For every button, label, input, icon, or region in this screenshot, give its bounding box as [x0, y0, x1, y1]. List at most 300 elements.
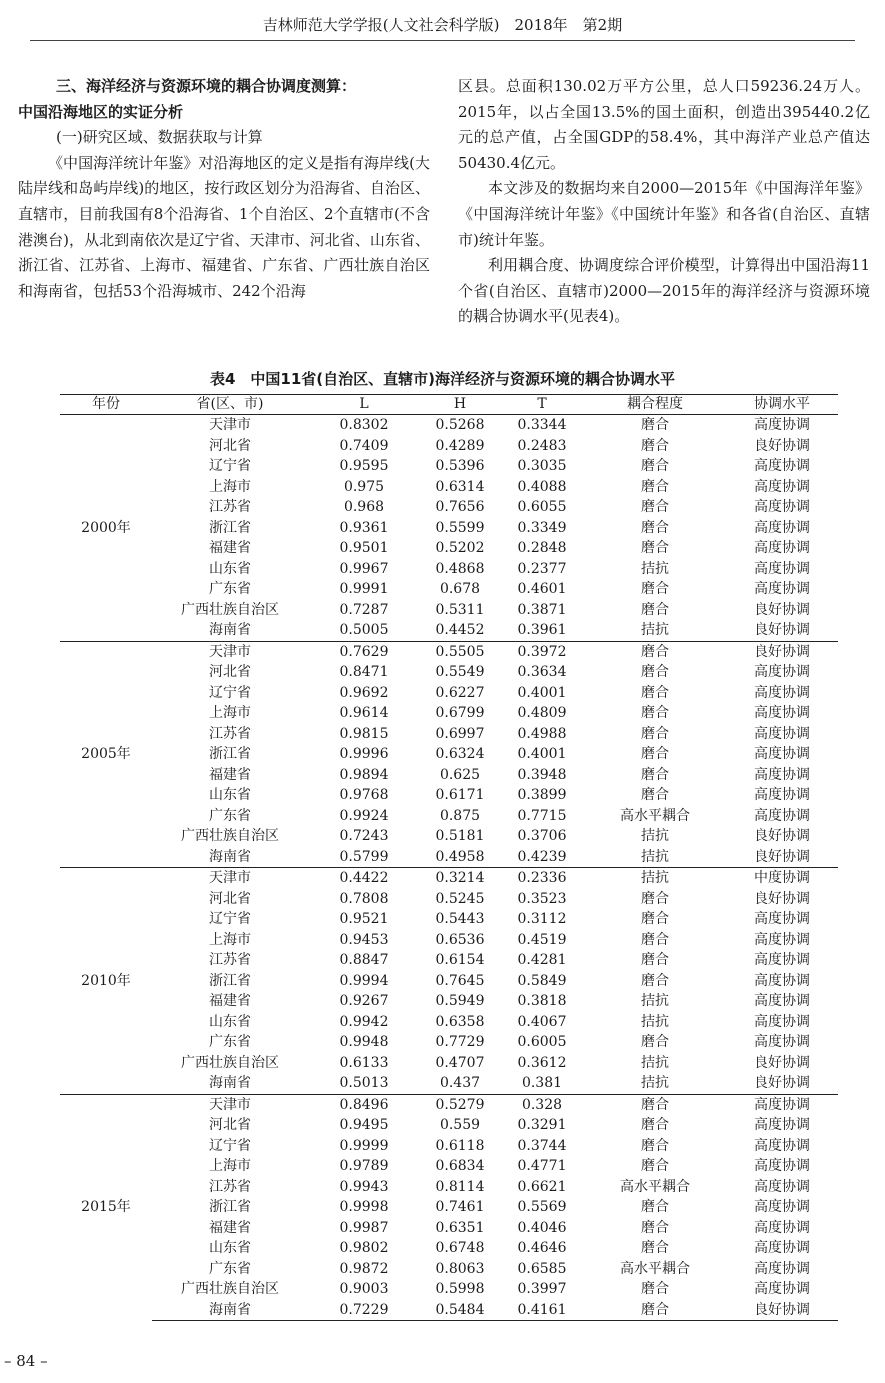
coordination-cell: 高度协调 [754, 664, 810, 680]
coupling-cell: 磨合 [641, 911, 669, 927]
h-cell: 0.6358 [435, 1013, 485, 1030]
province-cell: 浙江省 [209, 519, 251, 536]
h-cell: 0.6799 [435, 705, 485, 721]
l-cell: 0.5799 [339, 848, 389, 865]
province-cell: 山东省 [209, 560, 251, 577]
province-cell: 浙江省 [209, 746, 251, 762]
table-row [60, 847, 838, 868]
l-cell: 0.9999 [339, 1137, 389, 1154]
t-cell: 0.4001 [517, 684, 567, 701]
province-cell: 福建省 [209, 540, 251, 556]
coupling-cell: 磨合 [641, 1137, 669, 1154]
table-row [60, 744, 838, 765]
l-cell: 0.9361 [339, 519, 389, 536]
table-row [60, 1053, 838, 1074]
header-t: T [500, 395, 584, 415]
coupling-cell: 高水平耦合 [620, 1260, 690, 1277]
h-cell: 0.559 [439, 1117, 481, 1133]
coupling-cell: 磨合 [641, 766, 669, 783]
coupling-cell: 磨合 [641, 725, 669, 742]
body-text [18, 74, 868, 364]
l-cell: 0.9453 [339, 931, 389, 948]
coordination-cell: 良好协调 [726, 1300, 838, 1321]
coordination-cell: 高度协调 [754, 1137, 810, 1154]
coupling-cell: 磨合 [641, 1158, 669, 1174]
t-cell: 0.3948 [517, 766, 567, 783]
year-group [60, 641, 838, 868]
province-cell: 上海市 [209, 1158, 251, 1174]
coupling-cell: 磨合 [641, 581, 669, 597]
t-cell: 0.4601 [517, 581, 567, 597]
coupling-cell: 高水平耦合 [620, 807, 690, 824]
l-cell: 0.7409 [339, 437, 389, 454]
l-cell: 0.4422 [308, 868, 420, 889]
table-row [60, 724, 838, 745]
coordination-cell: 高度协调 [754, 560, 810, 577]
table-row [60, 538, 838, 559]
province-cell: 海南省 [209, 622, 251, 638]
coupling-cell: 高水平耦合 [620, 1178, 690, 1195]
l-cell: 0.9789 [339, 1158, 389, 1174]
province-cell: 广东省 [209, 1260, 251, 1277]
coordination-cell: 高度协调 [754, 581, 810, 597]
t-cell: 0.5849 [517, 972, 567, 989]
right-paragraph-1: 区县。总面积130.02万平方公里，总人口59236.24万人。2015年，以占全国13.5%的国土面积，创造出395440.2亿元的总产值，占全国GDP的58.4%，其中海洋产业总产值达50430.4亿元。 [458, 77, 870, 172]
table-row [60, 415, 838, 436]
table-row [60, 497, 838, 518]
province-cell: 天津市 [152, 1094, 308, 1115]
l-cell: 0.9768 [339, 787, 389, 803]
h-cell: 0.6154 [435, 952, 485, 968]
t-cell: 0.2336 [500, 868, 584, 889]
h-cell: 0.678 [439, 581, 481, 597]
t-cell: 0.3961 [517, 622, 567, 638]
province-cell: 广西壮族自治区 [181, 601, 279, 618]
table-row [60, 559, 838, 580]
l-cell: 0.8496 [308, 1094, 420, 1115]
coupling-table [60, 394, 838, 1321]
table-row [60, 1073, 838, 1094]
t-cell: 0.4046 [517, 1219, 567, 1236]
t-cell: 0.4001 [517, 746, 567, 762]
h-cell: 0.4868 [435, 560, 485, 577]
t-cell: 0.4161 [500, 1300, 584, 1321]
coordination-cell: 高度协调 [754, 766, 810, 783]
table-row [60, 1136, 838, 1157]
coupling-cell: 磨合 [641, 684, 669, 701]
t-cell: 0.3871 [517, 601, 567, 618]
table-row [60, 703, 838, 724]
coordination-cell: 良好协调 [726, 641, 838, 662]
province-cell: 广西壮族自治区 [181, 1054, 279, 1071]
coupling-cell: 拮抗 [641, 848, 669, 865]
l-cell: 0.8847 [339, 952, 389, 968]
coupling-cell: 磨合 [641, 499, 669, 515]
coordination-cell: 高度协调 [754, 725, 810, 742]
l-cell: 0.9614 [339, 705, 389, 721]
left-paragraph: 《中国海洋统计年鉴》对沿海地区的定义是指有海岸线(大陆岸线和岛屿岸线)的地区，按行政区划分为沿海省、自治区、直辖市，目前我国有8个沿海省、1个自治区、2个直辖市(不含港澳台)，从北到南依次是辽宁省、天津市、河北省、山东省、浙江省、江苏省、上海市、福建省、广东省、广西壮族自治区和海南省，包括53个沿海城市、242个沿海 [18, 153, 430, 300]
t-cell: 0.328 [500, 1094, 584, 1115]
table-row [60, 785, 838, 806]
coordination-cell: 高度协调 [754, 993, 810, 1009]
coupling-cell: 拮抗 [641, 993, 669, 1009]
l-cell: 0.9991 [339, 581, 389, 597]
coupling-cell: 磨合 [641, 746, 669, 762]
province-cell: 浙江省 [209, 1199, 251, 1215]
subsection-title: (一)研究区域、数据获取与计算 [56, 128, 263, 147]
t-cell: 0.4519 [517, 931, 567, 948]
coordination-cell: 高度协调 [754, 499, 810, 515]
header-l: L [308, 395, 420, 415]
province-cell: 江苏省 [209, 1178, 251, 1195]
h-cell: 0.6118 [435, 1137, 485, 1154]
table-row [60, 1032, 838, 1053]
coordination-cell: 高度协调 [726, 1094, 838, 1115]
t-cell: 0.4067 [517, 1013, 567, 1030]
section-title [18, 74, 430, 125]
table-row [60, 1238, 838, 1259]
h-cell: 0.5396 [435, 458, 485, 474]
h-cell: 0.6227 [435, 684, 485, 701]
coordination-cell: 高度协调 [754, 540, 810, 556]
t-cell: 0.3744 [517, 1137, 567, 1154]
table-row [60, 991, 838, 1012]
right-column [458, 74, 870, 330]
t-cell: 0.4771 [517, 1158, 567, 1174]
province-cell: 河北省 [209, 1117, 251, 1133]
table-row [60, 662, 838, 683]
table-row [60, 765, 838, 786]
table-row [60, 641, 838, 662]
table-row [60, 600, 838, 621]
l-cell: 0.7287 [339, 601, 389, 618]
right-paragraph-2: 本文涉及的数据均来自2000—2015年《中国海洋年鉴》《中国海洋统计年鉴》《中国统计年鉴》和各省(自治区、直辖市)统计年鉴。 [458, 179, 870, 249]
coupling-cell: 磨合 [584, 1094, 726, 1115]
l-cell: 0.7808 [339, 890, 389, 907]
coupling-cell: 磨合 [641, 1199, 669, 1215]
table-row [60, 971, 838, 992]
h-cell: 0.6351 [435, 1219, 485, 1236]
province-cell: 山东省 [209, 1013, 251, 1030]
l-cell: 0.9943 [339, 1178, 389, 1195]
right-paragraph-3: 利用耦合度、协调度综合评价模型，计算得出中国沿海11个省(自治区、直辖市)2000—2015年的海洋经济与资源环境的耦合协调水平(见表4)。 [458, 256, 870, 326]
province-cell: 上海市 [209, 931, 251, 948]
l-cell: 0.6133 [339, 1054, 389, 1071]
table-row [60, 620, 838, 641]
l-cell: 0.9815 [339, 725, 389, 742]
coordination-cell: 高度协调 [754, 1013, 810, 1030]
coordination-cell: 高度协调 [754, 1281, 810, 1297]
h-cell: 0.437 [439, 1075, 481, 1091]
coupling-cell: 磨合 [641, 437, 669, 454]
h-cell: 0.6314 [435, 478, 485, 495]
coordination-cell: 高度协调 [754, 911, 810, 927]
l-cell: 0.5005 [339, 622, 389, 638]
coordination-cell: 良好协调 [754, 437, 810, 454]
t-cell: 0.6055 [517, 499, 567, 515]
t-cell: 0.4809 [517, 705, 567, 721]
coupling-cell: 磨合 [641, 705, 669, 721]
table-row [60, 1259, 838, 1280]
coupling-cell: 磨合 [641, 540, 669, 556]
coupling-cell: 磨合 [641, 931, 669, 948]
h-cell: 0.5202 [435, 540, 485, 556]
province-cell: 江苏省 [209, 499, 251, 515]
coupling-cell: 磨合 [641, 1034, 669, 1050]
table-row [60, 826, 838, 847]
l-cell: 0.9994 [339, 972, 389, 989]
coupling-cell: 磨合 [641, 601, 669, 618]
t-cell: 0.4281 [517, 952, 567, 968]
l-cell: 0.8302 [308, 415, 420, 436]
t-cell: 0.2483 [517, 437, 567, 454]
h-cell: 0.7645 [435, 972, 485, 989]
l-cell: 0.9003 [339, 1281, 389, 1297]
header-coordination: 协调水平 [726, 395, 838, 415]
coupling-cell: 拮抗 [584, 868, 726, 889]
table-row [60, 1094, 838, 1115]
coordination-cell: 良好协调 [754, 1054, 810, 1071]
table-row [60, 477, 838, 498]
l-cell: 0.7243 [339, 828, 389, 844]
coordination-cell: 高度协调 [754, 952, 810, 968]
t-cell: 0.3706 [517, 828, 567, 844]
h-cell: 0.7656 [435, 499, 485, 515]
table-row [60, 683, 838, 704]
h-cell: 0.4289 [435, 437, 485, 454]
l-cell: 0.9692 [339, 684, 389, 701]
t-cell: 0.4646 [517, 1240, 567, 1256]
coordination-cell: 中度协调 [726, 868, 838, 889]
province-cell: 福建省 [209, 766, 251, 783]
page-number: – 84 – [4, 1352, 48, 1370]
h-cell: 0.625 [439, 766, 481, 783]
h-cell: 0.6748 [435, 1240, 485, 1256]
table-row [60, 889, 838, 910]
table-row [60, 1177, 838, 1198]
coupling-cell: 拮抗 [641, 622, 669, 638]
table-row [60, 1156, 838, 1177]
coupling-cell: 磨合 [584, 641, 726, 662]
year-cell: 2005年 [60, 641, 152, 868]
h-cell: 0.6536 [435, 931, 485, 948]
table-row [60, 1218, 838, 1239]
t-cell: 0.3035 [517, 458, 567, 474]
h-cell: 0.7729 [435, 1034, 485, 1050]
l-cell: 0.9967 [339, 560, 389, 577]
l-cell: 0.9942 [339, 1013, 389, 1030]
table-row [60, 1300, 838, 1321]
coupling-cell: 磨合 [584, 1300, 726, 1321]
l-cell: 0.9501 [339, 540, 389, 556]
coupling-cell: 拮抗 [641, 1075, 669, 1091]
l-cell: 0.8471 [339, 664, 389, 680]
table-row [60, 868, 838, 889]
province-cell: 江苏省 [209, 952, 251, 968]
l-cell: 0.968 [343, 499, 385, 515]
t-cell: 0.6005 [517, 1034, 567, 1050]
t-cell: 0.381 [521, 1075, 563, 1091]
header-h: H [420, 395, 500, 415]
province-cell: 河北省 [209, 890, 251, 907]
coordination-cell: 良好协调 [754, 1075, 810, 1091]
l-cell: 0.9924 [339, 807, 389, 824]
province-cell: 广东省 [209, 581, 251, 597]
coordination-cell: 高度协调 [754, 1199, 810, 1215]
year-cell: 2000年 [60, 415, 152, 642]
t-cell: 0.4988 [517, 725, 567, 742]
province-cell: 辽宁省 [209, 1137, 251, 1154]
coupling-cell: 拮抗 [641, 560, 669, 577]
section-title-line-1: 三、海洋经济与资源环境的耦合协调度测算： [56, 77, 357, 95]
table-row [60, 806, 838, 827]
province-cell: 河北省 [209, 437, 251, 454]
header-province: 省(区、市) [152, 395, 308, 415]
coordination-cell: 良好协调 [754, 890, 810, 907]
province-cell: 海南省 [209, 1075, 251, 1091]
t-cell: 0.3291 [517, 1117, 567, 1133]
coupling-cell: 磨合 [641, 1219, 669, 1236]
province-cell: 山东省 [209, 1240, 251, 1256]
l-cell: 0.9998 [339, 1199, 389, 1215]
coordination-cell: 良好协调 [754, 622, 810, 638]
l-cell: 0.7229 [308, 1300, 420, 1321]
province-cell: 福建省 [209, 993, 251, 1009]
h-cell: 0.6171 [435, 787, 485, 803]
province-cell: 辽宁省 [209, 458, 251, 474]
l-cell: 0.9987 [339, 1219, 389, 1236]
t-cell: 0.6621 [517, 1178, 567, 1195]
t-cell: 0.6585 [517, 1260, 567, 1277]
l-cell: 0.9996 [339, 746, 389, 762]
province-cell: 辽宁省 [209, 684, 251, 701]
coupling-cell: 磨合 [641, 952, 669, 968]
t-cell: 0.5569 [517, 1199, 567, 1215]
coupling-cell: 磨合 [641, 890, 669, 907]
h-cell: 0.3214 [420, 868, 500, 889]
h-cell: 0.4452 [435, 622, 485, 638]
coordination-cell: 高度协调 [754, 519, 810, 536]
h-cell: 0.6324 [435, 746, 485, 762]
table-title: 表4 中国11省(自治区、直辖市)海洋经济与资源环境的耦合协调水平 [209, 370, 676, 388]
table-header-row [60, 395, 838, 415]
h-cell: 0.5949 [435, 993, 485, 1009]
t-cell: 0.7715 [517, 807, 567, 824]
h-cell: 0.7461 [435, 1199, 485, 1215]
h-cell: 0.875 [439, 807, 481, 824]
coordination-cell: 高度协调 [726, 415, 838, 436]
coupling-cell: 拮抗 [641, 828, 669, 844]
province-cell: 天津市 [152, 641, 308, 662]
t-cell: 0.3349 [517, 519, 567, 536]
table-row [60, 518, 838, 539]
table-row [60, 456, 838, 477]
h-cell: 0.5549 [435, 664, 485, 680]
running-header: 吉林师范大学学报(人文社会科学版) 2018年 第2期 [30, 10, 855, 41]
l-cell: 0.9948 [339, 1034, 389, 1050]
t-cell: 0.3818 [517, 993, 567, 1009]
table-row [60, 930, 838, 951]
coupling-cell: 磨合 [641, 1117, 669, 1133]
province-cell: 山东省 [209, 787, 251, 803]
t-cell: 0.2848 [517, 540, 567, 556]
table-row [60, 950, 838, 971]
coordination-cell: 良好协调 [754, 828, 810, 844]
coordination-cell: 高度协调 [754, 1260, 810, 1277]
year-cell: 2010年 [60, 868, 152, 1095]
coordination-cell: 高度协调 [754, 1158, 810, 1174]
h-cell: 0.4958 [435, 848, 485, 865]
year-group [60, 868, 838, 1095]
l-cell: 0.7629 [308, 641, 420, 662]
coupling-cell: 磨合 [641, 664, 669, 680]
coordination-cell: 高度协调 [754, 787, 810, 803]
h-cell: 0.4707 [435, 1054, 485, 1071]
coordination-cell: 高度协调 [754, 746, 810, 762]
h-cell: 0.5599 [435, 519, 485, 536]
coordination-cell: 高度协调 [754, 931, 810, 948]
t-cell: 0.3344 [500, 415, 584, 436]
header-coupling: 耦合程度 [584, 395, 726, 415]
t-cell: 0.2377 [517, 560, 567, 577]
left-column [18, 74, 430, 304]
t-cell: 0.3634 [517, 664, 567, 680]
province-cell: 天津市 [152, 415, 308, 436]
h-cell: 0.8063 [435, 1260, 485, 1277]
table-row [60, 1012, 838, 1033]
coupling-cell: 磨合 [641, 787, 669, 803]
h-cell: 0.5311 [435, 601, 485, 618]
province-cell: 江苏省 [209, 725, 251, 742]
province-cell: 河北省 [209, 664, 251, 680]
t-cell: 0.3112 [517, 911, 567, 927]
coordination-cell: 高度协调 [754, 807, 810, 824]
l-cell: 0.9267 [339, 993, 389, 1009]
coordination-cell: 高度协调 [754, 684, 810, 701]
coordination-cell: 高度协调 [754, 1034, 810, 1050]
section-title-line-2: 中国沿海地区的实证分析 [18, 102, 184, 121]
l-cell: 0.9495 [339, 1117, 389, 1133]
table-row [60, 1115, 838, 1136]
coupling-cell: 磨合 [584, 415, 726, 436]
h-cell: 0.5998 [435, 1281, 485, 1297]
table-row [60, 436, 838, 457]
header-year: 年份 [60, 395, 152, 415]
coordination-cell: 高度协调 [754, 458, 810, 474]
coordination-cell: 高度协调 [754, 705, 810, 721]
h-cell: 0.6997 [435, 725, 485, 742]
table-row [60, 909, 838, 930]
province-cell: 广西壮族自治区 [181, 1281, 279, 1297]
coordination-cell: 高度协调 [754, 1240, 810, 1256]
h-cell: 0.5505 [420, 641, 500, 662]
l-cell: 0.9872 [339, 1260, 389, 1277]
l-cell: 0.9802 [339, 1240, 389, 1256]
province-cell: 天津市 [152, 868, 308, 889]
table-row [60, 579, 838, 600]
t-cell: 0.3899 [517, 787, 567, 803]
province-cell: 辽宁省 [209, 911, 251, 927]
t-cell: 0.4239 [517, 848, 567, 865]
province-cell: 上海市 [209, 705, 251, 721]
t-cell: 0.4088 [517, 478, 567, 495]
province-cell: 上海市 [209, 478, 251, 495]
year-group [60, 415, 838, 642]
l-cell: 0.5013 [339, 1075, 389, 1091]
coordination-cell: 良好协调 [754, 601, 810, 618]
table-row [60, 1197, 838, 1218]
coupling-cell: 拮抗 [641, 1054, 669, 1071]
